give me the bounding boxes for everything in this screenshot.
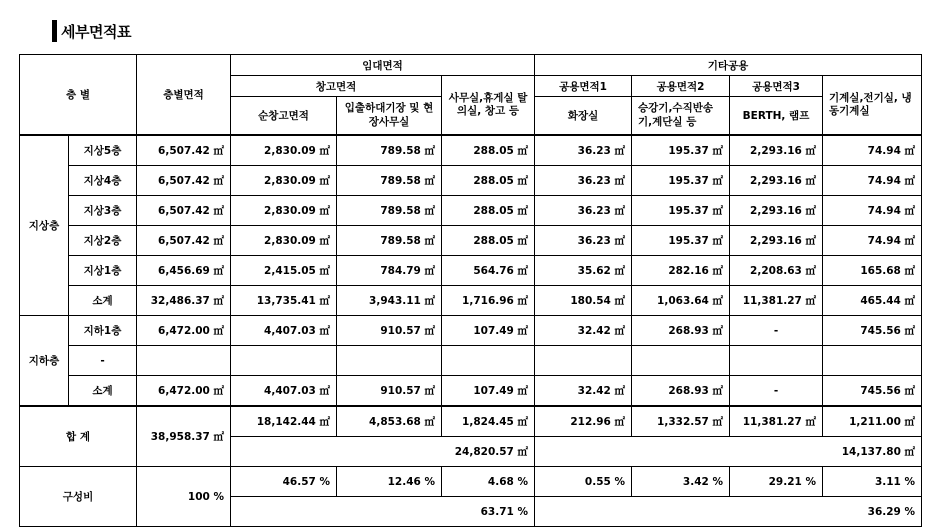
page-title xyxy=(52,18,131,44)
cell-c2: 195.37 ㎡ xyxy=(632,166,730,196)
cell-c3: 11,381.27 ㎡ xyxy=(730,286,823,316)
total-row xyxy=(20,406,922,437)
row-label: 지상3층 xyxy=(69,196,137,226)
cell-c1: 32.42 ㎡ xyxy=(535,316,632,346)
floor-header: 층 별 xyxy=(20,55,137,136)
cell-c1: 36.23 ㎡ xyxy=(535,135,632,166)
elevator-header: 승강기,수직반송기,계단실 등 xyxy=(632,97,730,136)
cell-office: 288.05 ㎡ xyxy=(442,196,535,226)
cell-area: 6,507.42 ㎡ xyxy=(137,226,231,256)
cell-c3: - xyxy=(730,376,823,407)
cell-net: 2,830.09 ㎡ xyxy=(231,226,337,256)
machine-room-header: 기계실,전기실, 냉동기계실 xyxy=(823,76,922,136)
cell-c2: 268.93 ㎡ xyxy=(632,316,730,346)
cell-mach: 745.56 ㎡ xyxy=(823,316,922,346)
page-title-text: 세부면적표 xyxy=(61,22,131,41)
cell-load: 789.58 ㎡ xyxy=(337,135,442,166)
table-row xyxy=(20,346,922,376)
ratio-office: 4.68 % xyxy=(442,467,535,497)
ratio-area: 100 % xyxy=(137,467,231,527)
cell-load: 3,943.11 ㎡ xyxy=(337,286,442,316)
cell-c3: - xyxy=(730,316,823,346)
toilet-header: 화장실 xyxy=(535,97,632,136)
cell-office xyxy=(442,346,535,376)
ratio-row xyxy=(20,467,922,497)
cell-mach: 745.56 ㎡ xyxy=(823,376,922,407)
cell-c3: 2,293.16 ㎡ xyxy=(730,196,823,226)
total-mach: 1,211.00 ㎡ xyxy=(823,406,922,437)
row-label: 소계 xyxy=(69,286,137,316)
cell-load: 789.58 ㎡ xyxy=(337,226,442,256)
ratio-load: 12.46 % xyxy=(337,467,442,497)
area-table xyxy=(19,54,922,527)
ratio-c2: 3.42 % xyxy=(632,467,730,497)
cell-c3: 2,208.63 ㎡ xyxy=(730,256,823,286)
ratio-label: 구성비 xyxy=(20,467,137,527)
ratio-other-sum: 36.29 % xyxy=(535,497,922,527)
row-label: - xyxy=(69,346,137,376)
table-row xyxy=(20,316,922,346)
total-label: 합 계 xyxy=(20,406,137,467)
cell-c2: 282.16 ㎡ xyxy=(632,256,730,286)
total-rental-sum: 24,820.57 ㎡ xyxy=(231,437,535,467)
cell-c1: 36.23 ㎡ xyxy=(535,166,632,196)
cell-c3: 2,293.16 ㎡ xyxy=(730,166,823,196)
cell-mach: 74.94 ㎡ xyxy=(823,166,922,196)
cell-mach: 74.94 ㎡ xyxy=(823,196,922,226)
net-warehouse-header: 순창고면적 xyxy=(231,97,337,136)
header-row xyxy=(20,55,922,76)
cell-c2 xyxy=(632,346,730,376)
ratio-net: 46.57 % xyxy=(231,467,337,497)
cell-area: 6,507.42 ㎡ xyxy=(137,166,231,196)
cell-area: 32,486.37 ㎡ xyxy=(137,286,231,316)
table-row xyxy=(20,166,922,196)
subtotal-row xyxy=(20,286,922,316)
cell-net: 2,830.09 ㎡ xyxy=(231,196,337,226)
cell-load: 789.58 ㎡ xyxy=(337,166,442,196)
table-row xyxy=(20,196,922,226)
table-row xyxy=(20,226,922,256)
total-c3: 11,381.27 ㎡ xyxy=(730,406,823,437)
rental-area-header: 임대면적 xyxy=(231,55,535,76)
cell-load: 910.57 ㎡ xyxy=(337,376,442,407)
group-label-below: 지하층 xyxy=(20,316,69,407)
cell-c1: 36.23 ㎡ xyxy=(535,226,632,256)
cell-area xyxy=(137,346,231,376)
cell-c2: 1,063.64 ㎡ xyxy=(632,286,730,316)
total-office: 1,824.45 ㎡ xyxy=(442,406,535,437)
common2-header: 공용면적2 xyxy=(632,76,730,97)
cell-c1: 35.62 ㎡ xyxy=(535,256,632,286)
row-label: 지상1층 xyxy=(69,256,137,286)
cell-mach xyxy=(823,346,922,376)
cell-office: 564.76 ㎡ xyxy=(442,256,535,286)
cell-load: 789.58 ㎡ xyxy=(337,196,442,226)
row-label: 소계 xyxy=(69,376,137,407)
cell-area: 6,472.00 ㎡ xyxy=(137,376,231,407)
cell-c2: 195.37 ㎡ xyxy=(632,196,730,226)
cell-c3: 2,293.16 ㎡ xyxy=(730,226,823,256)
cell-office: 1,716.96 ㎡ xyxy=(442,286,535,316)
office-rest-header: 사무실,휴게실 탈의실, 창고 등 xyxy=(442,76,535,136)
cell-mach: 74.94 ㎡ xyxy=(823,135,922,166)
cell-load: 784.79 ㎡ xyxy=(337,256,442,286)
cell-net: 13,735.41 ㎡ xyxy=(231,286,337,316)
loading-office-header: 입출하대기장 및 현장사무실 xyxy=(337,97,442,136)
cell-net: 2,415.05 ㎡ xyxy=(231,256,337,286)
ratio-c3: 29.21 % xyxy=(730,467,823,497)
cell-office: 107.49 ㎡ xyxy=(442,316,535,346)
common1-header: 공용면적1 xyxy=(535,76,632,97)
cell-net: 2,830.09 ㎡ xyxy=(231,166,337,196)
total-area: 38,958.37 ㎡ xyxy=(137,406,231,467)
cell-c3: 2,293.16 ㎡ xyxy=(730,135,823,166)
row-label: 지상4층 xyxy=(69,166,137,196)
cell-c1: 32.42 ㎡ xyxy=(535,376,632,407)
cell-net: 4,407.03 ㎡ xyxy=(231,376,337,407)
cell-mach: 74.94 ㎡ xyxy=(823,226,922,256)
ratio-mach: 3.11 % xyxy=(823,467,922,497)
table-row xyxy=(20,135,922,166)
ratio-c1: 0.55 % xyxy=(535,467,632,497)
total-net: 18,142.44 ㎡ xyxy=(231,406,337,437)
cell-c1: 180.54 ㎡ xyxy=(535,286,632,316)
cell-office: 288.05 ㎡ xyxy=(442,135,535,166)
berth-header: BERTH, 램프 xyxy=(730,97,823,136)
cell-load: 910.57 ㎡ xyxy=(337,316,442,346)
cell-office: 288.05 ㎡ xyxy=(442,226,535,256)
total-other-sum: 14,137.80 ㎡ xyxy=(535,437,922,467)
warehouse-area-header: 창고면적 xyxy=(231,76,442,97)
other-common-header: 기타공용 xyxy=(535,55,922,76)
cell-net: 2,830.09 ㎡ xyxy=(231,135,337,166)
table-row xyxy=(20,256,922,286)
cell-load xyxy=(337,346,442,376)
cell-office: 107.49 ㎡ xyxy=(442,376,535,407)
total-c1: 212.96 ㎡ xyxy=(535,406,632,437)
cell-area: 6,507.42 ㎡ xyxy=(137,135,231,166)
cell-mach: 165.68 ㎡ xyxy=(823,256,922,286)
row-label: 지상5층 xyxy=(69,135,137,166)
cell-area: 6,507.42 ㎡ xyxy=(137,196,231,226)
cell-net xyxy=(231,346,337,376)
cell-c1: 36.23 ㎡ xyxy=(535,196,632,226)
total-load: 4,853.68 ㎡ xyxy=(337,406,442,437)
cell-office: 288.05 ㎡ xyxy=(442,166,535,196)
row-label: 지상2층 xyxy=(69,226,137,256)
cell-c2: 268.93 ㎡ xyxy=(632,376,730,407)
cell-area: 6,456.69 ㎡ xyxy=(137,256,231,286)
cell-c2: 195.37 ㎡ xyxy=(632,226,730,256)
cell-c3 xyxy=(730,346,823,376)
cell-c2: 195.37 ㎡ xyxy=(632,135,730,166)
subtotal-row xyxy=(20,376,922,407)
cell-area: 6,472.00 ㎡ xyxy=(137,316,231,346)
common3-header: 공용면적3 xyxy=(730,76,823,97)
total-c2: 1,332.57 ㎡ xyxy=(632,406,730,437)
row-label: 지하1층 xyxy=(69,316,137,346)
cell-net: 4,407.03 ㎡ xyxy=(231,316,337,346)
cell-mach: 465.44 ㎡ xyxy=(823,286,922,316)
ratio-rental-sum: 63.71 % xyxy=(231,497,535,527)
group-label-above: 지상층 xyxy=(20,135,69,316)
title-marker xyxy=(52,20,57,42)
floor-area-header: 층별면적 xyxy=(137,55,231,136)
cell-c1 xyxy=(535,346,632,376)
